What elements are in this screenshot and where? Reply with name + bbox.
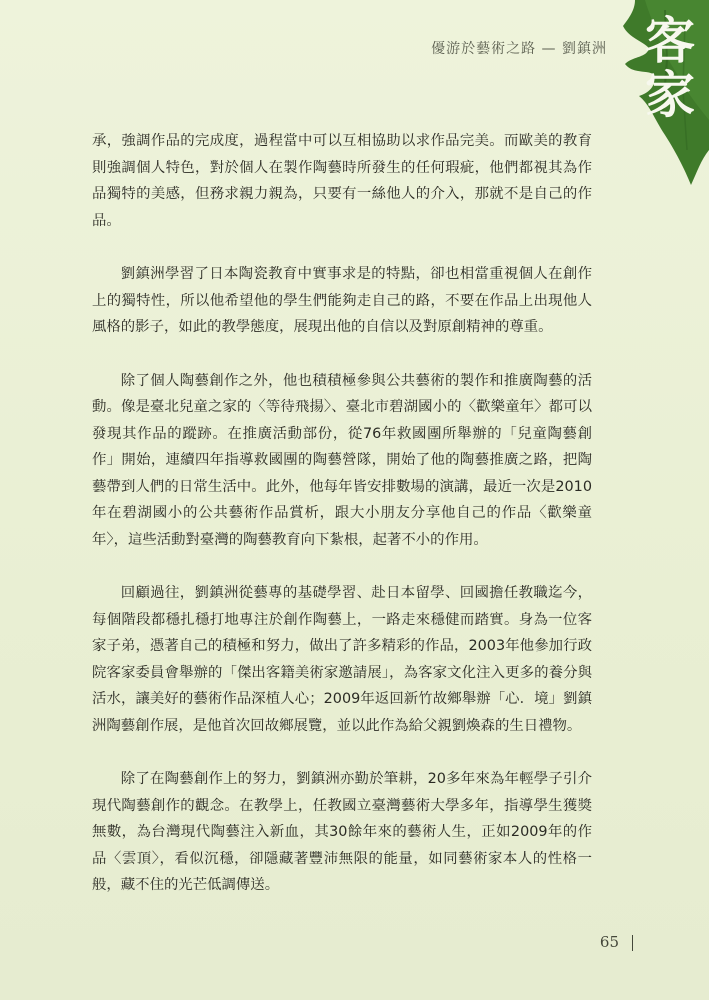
paragraph: 除了個人陶藝創作之外，他也積積極參與公共藝術的製作和推廣陶藝的活動。像是臺北兒童之家的〈等待飛揚〉、臺北市碧湖國小的〈歡樂童年〉都可以發現其作品的蹤跡。在推廣活動部份，從76年救國團所舉辦的「兒童陶藝創作」開始，連續四年指導救國團的陶藝營隊，開始了他的陶藝推廣之路，把陶藝帶到人們的日常生活中。此外，他每年皆安排數場的演講，最近一次是2010年在碧湖國小的公共藝術作品賞析，跟大小朋友分享他自己的作品〈歡樂童年〉，這些活動對臺灣的陶藝教育向下紮根，起著不小的作用。 [92, 372, 592, 548]
hakka-char-1: 客 [645, 11, 695, 70]
running-header-title: 優游於藝術之路 — 劉鎮洲 [431, 41, 607, 57]
paragraph: 除了在陶藝創作上的努力，劉鎮洲亦勤於筆耕，20多年來為年輕學子引介現代陶藝創作的觀念。在教學上，任教國立臺灣藝術大學多年，指導學生獲獎無數，為台灣現代陶藝注入新血，其30餘年來的藝術人生，正如2009年的作品〈雲頂〉，看似沉穩，卻隱藏著豐沛無限的能量，如同藝術家本人的性格一般，藏不住的光芒低調傳送。 [92, 771, 592, 893]
article-body [92, 128, 592, 926]
paragraph: 回顧過往，劉鎮洲從藝專的基礎學習、赴日本留學、回國擔任教職迄今，每個階段都穩扎穩打地專注於創作陶藝上，一路走來穩健而踏實。身為一位客家子弟，憑著自己的積極和努力，做出了許多精彩的作品，2003年他參加行政院客家委員會舉辦的「傑出客籍美術家邀請展」，為客家文化注入更多的養分與活水，讓美好的藝術作品深植人心；2009年返回新竹故鄉舉辦「心．境」劉鎮洲陶藝創作展，是他首次回故鄉展覽，並以此作為給父親劉煥森的生日禮物。 [92, 585, 592, 734]
page-number-divider [632, 935, 633, 951]
paragraph: 劉鎮洲學習了日本陶瓷教育中實事求是的特點，卻也相當重視個人在創作上的獨特性，所以他希望他的學生們能夠走自己的路，不要在作品上出現他人風格的影子，如此的教學態度，展現出他的自信以及對原創精神的尊重。 [92, 266, 592, 335]
hakka-brush-emblem [605, 0, 709, 185]
paragraph: 承，強調作品的完成度，過程當中可以互相協助以求作品完美。而歐美的教育則強調個人特色，對於個人在製作陶藝時所發生的任何瑕疵，他們都視其為作品獨特的美感，但務求親力親為，只要有一絲他人的介入，那就不是自己的作品。 [92, 133, 592, 229]
page-number: 65 [599, 933, 619, 951]
hakka-char-2: 家 [645, 65, 695, 124]
